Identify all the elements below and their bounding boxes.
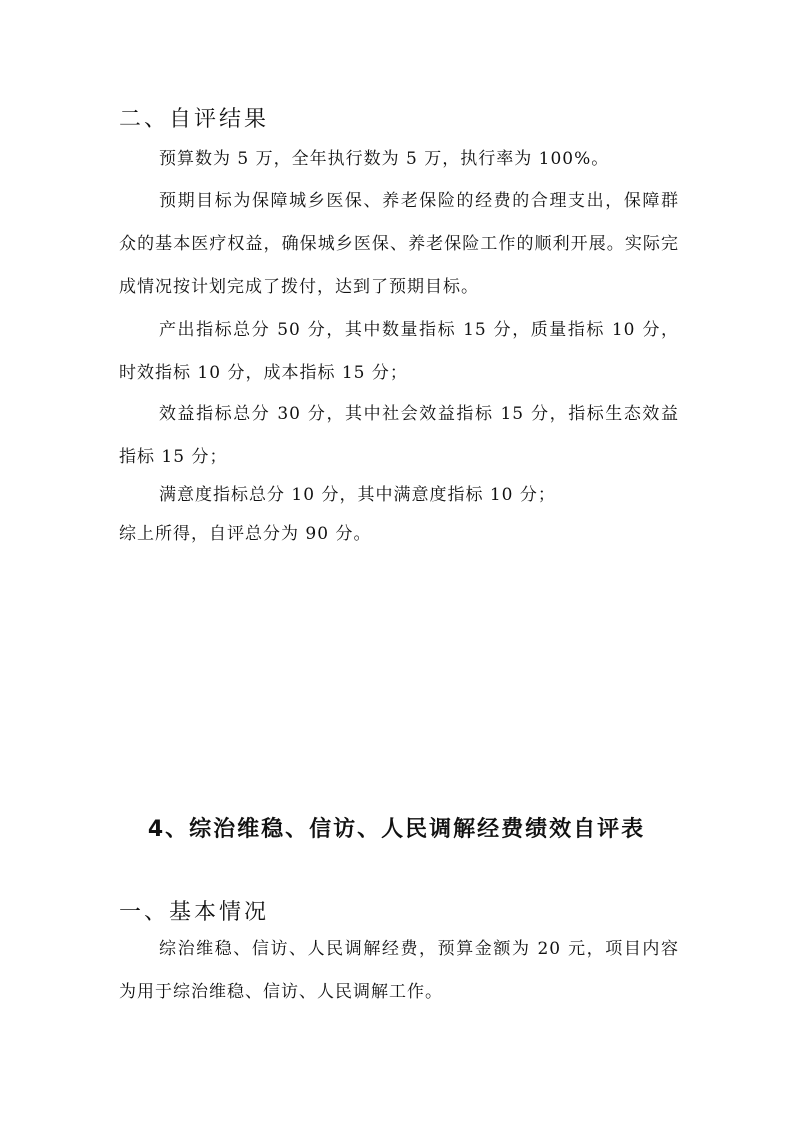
paragraph-budget-execution: 预算数为 5 万，全年执行数为 5 万，执行率为 100%。	[159, 149, 610, 169]
paragraph-benefit-indicators: 效益指标总分 30 分，其中社会效益指标 15 分，指标生态效益指标 15 分；	[119, 404, 679, 467]
section-heading-self-evaluation-result: 二、自评结果	[119, 107, 270, 132]
paragraph-summary-score: 综上所得，自评总分为 90 分。	[119, 524, 372, 544]
paragraph-output-indicators: 产出指标总分 50 分，其中数量指标 15 分，质量指标 10 分，时效指标 10 分，成本指标 15 分；	[119, 320, 679, 383]
section-heading-basic-info: 一、基本情况	[119, 900, 270, 925]
paragraph-satisfaction-indicators: 满意度指标总分 10 分，其中满意度指标 10 分；	[159, 485, 556, 505]
paragraph-basic-info: 综治维稳、信访、人民调解经费，预算金额为 20 元，项目内容为用于综治维稳、信访、人民调解工作。	[119, 939, 679, 1002]
table-title: 4、综治维稳、信访、人民调解经费绩效自评表	[147, 817, 646, 842]
paragraph-expected-goal: 预期目标为保障城乡医保、养老保险的经费的合理支出，保障群众的基本医疗权益，确保城乡医保、养老保险工作的顺利开展。实际完成情况按计划完成了拨付，达到了预期目标。	[119, 191, 679, 297]
